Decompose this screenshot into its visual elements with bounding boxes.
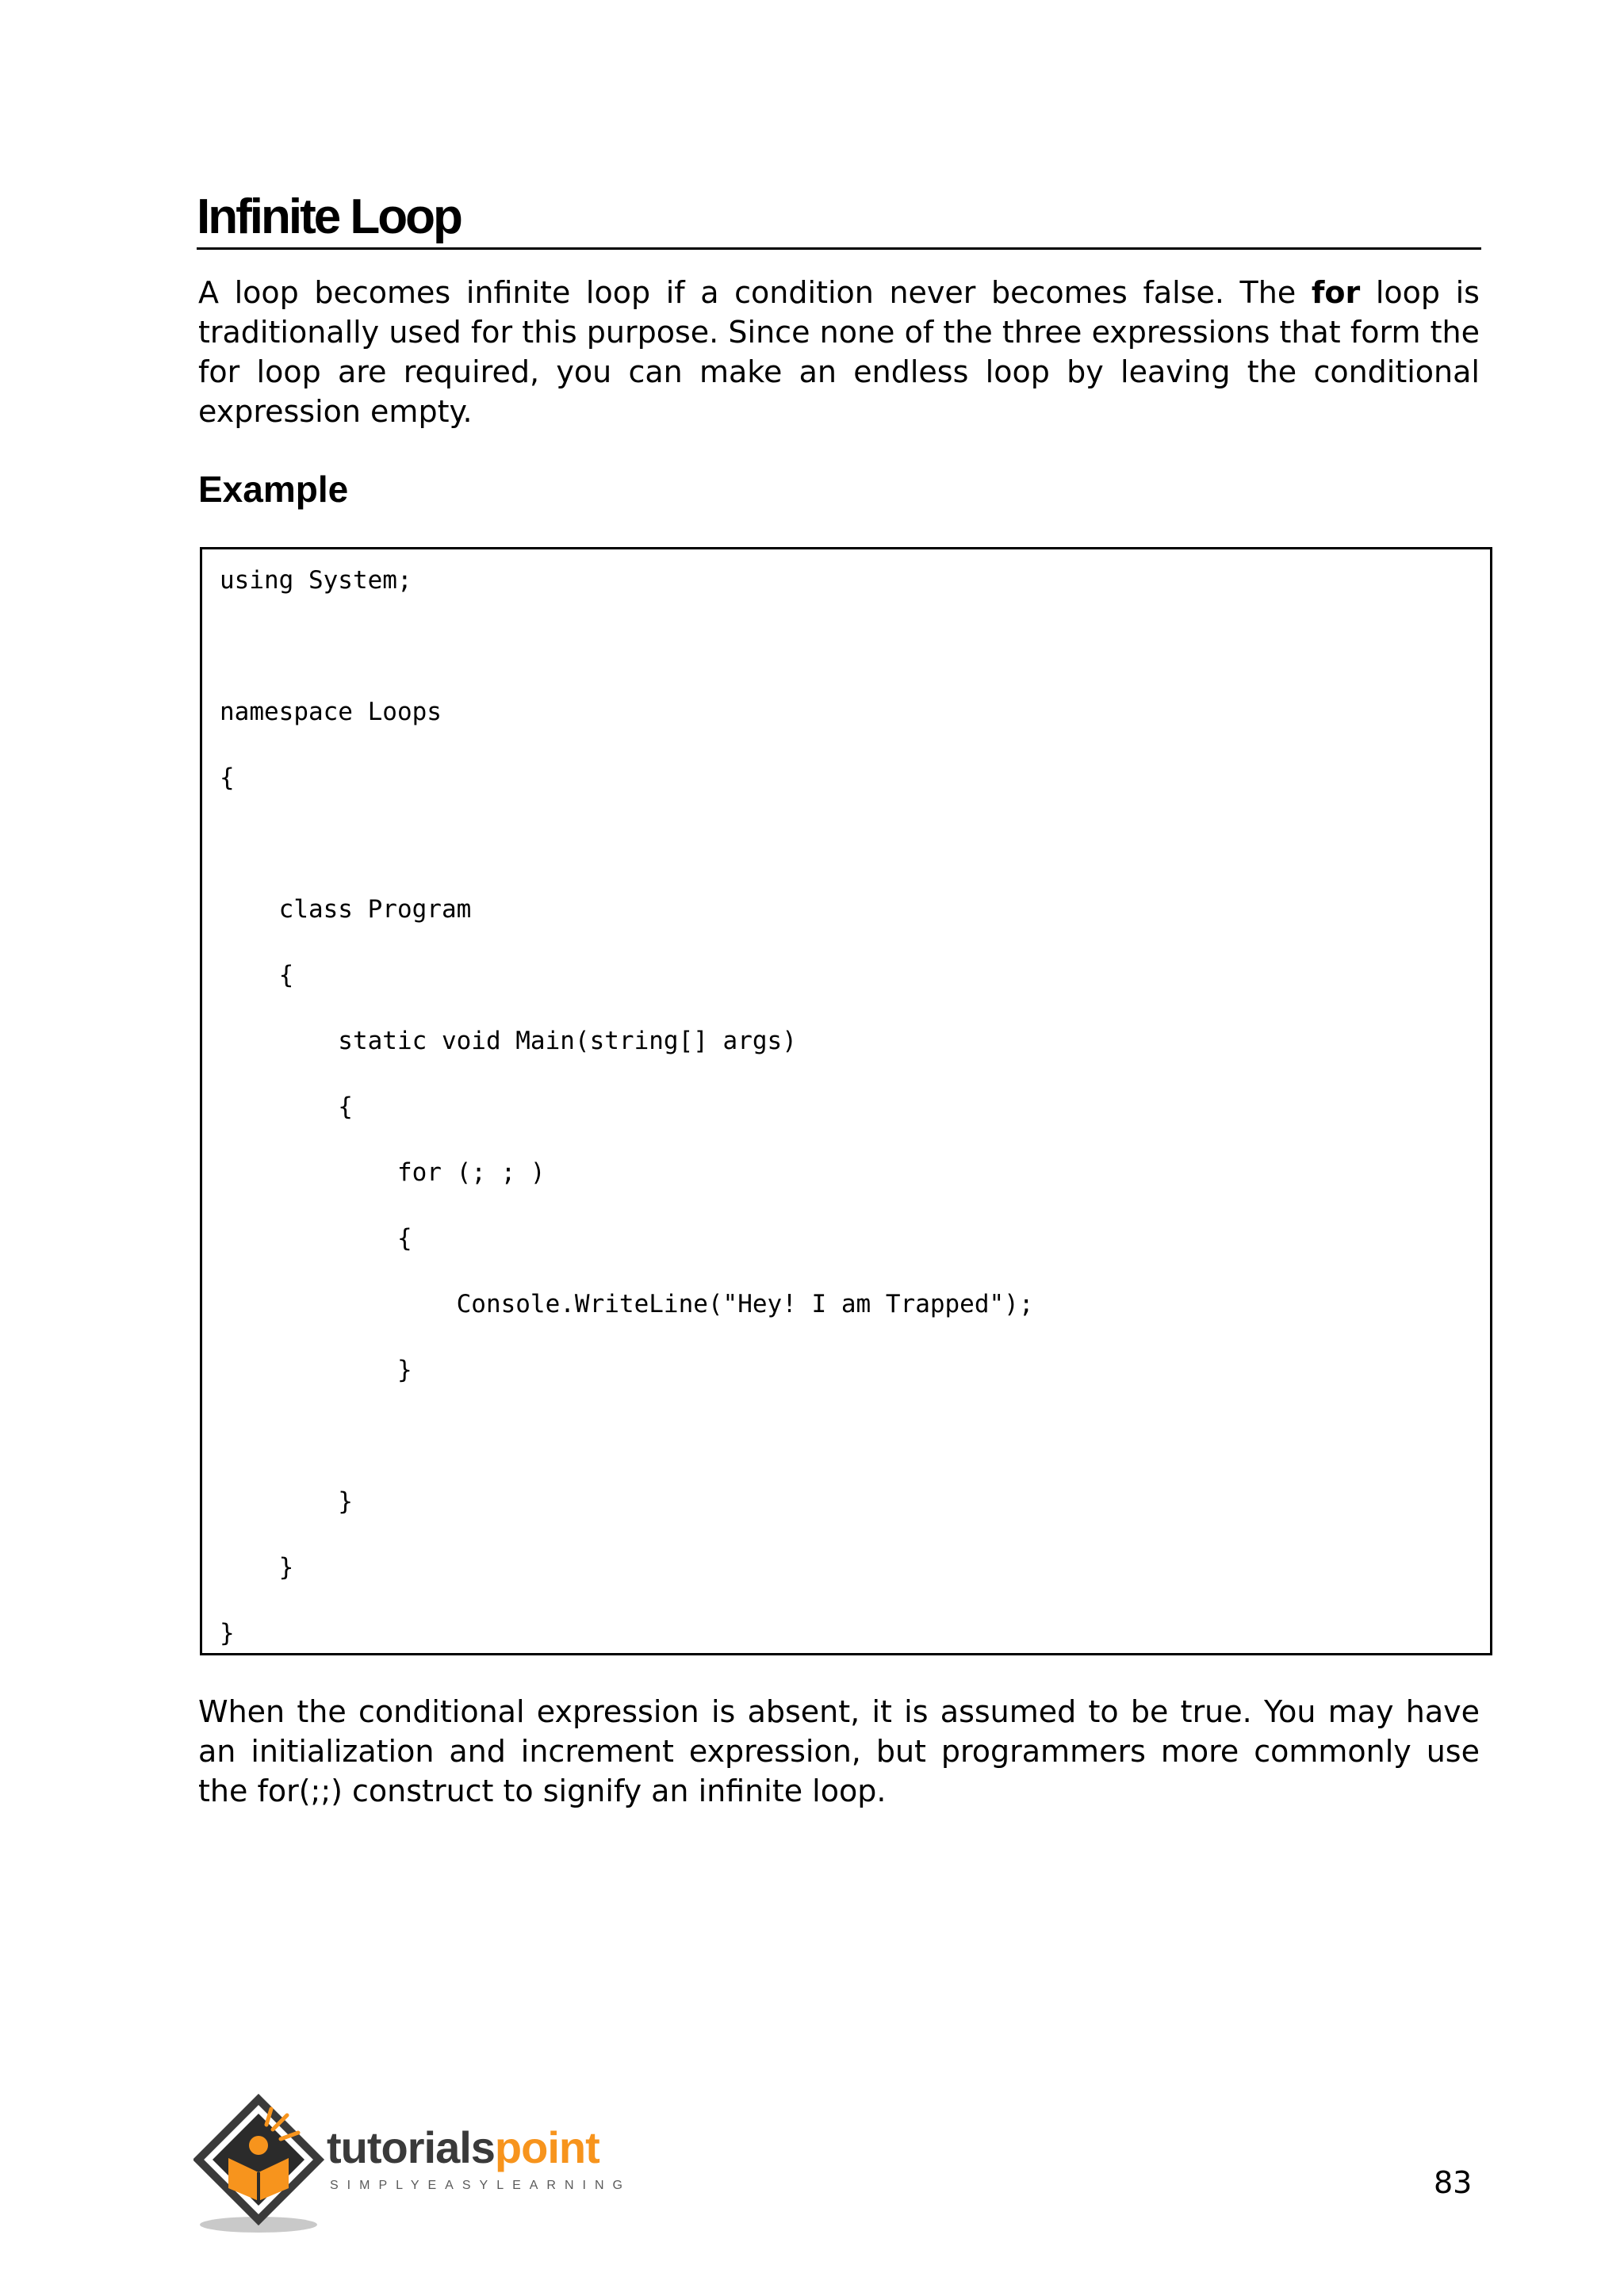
intro-paragraph (198, 273, 1480, 431)
code-line: } (220, 1356, 412, 1384)
code-line (220, 827, 1490, 893)
logo-tagline: SIMPLYEASYLEARNING (330, 2179, 631, 2192)
intro-bold-keyword: for (1311, 275, 1361, 310)
code-line: static void Main(string[] args) (220, 1027, 797, 1055)
logo-wordmark (327, 2122, 599, 2173)
code-line: using System; (220, 566, 412, 595)
section-title: Infinite Loop (197, 190, 1481, 250)
code-line (220, 1419, 1490, 1485)
code-line (220, 629, 1490, 695)
code-line: namespace Loops (220, 698, 442, 726)
intro-text-start: A loop becomes infinite loop if a condition never becomes false. The (198, 275, 1312, 310)
code-line: { (220, 763, 235, 792)
code-line: } (220, 1619, 235, 1647)
code-line: for (; ; ) (220, 1158, 546, 1187)
code-line: { (220, 1093, 353, 1121)
example-heading: Example (198, 469, 349, 510)
logo-word-point: point (494, 2122, 599, 2172)
closing-paragraph: When the conditional expression is absent, it is assumed to be true. You may have an initialization and increment expression, but programmers more commonly use the for(;;) construct to signify an infinite loop. (198, 1694, 1480, 1808)
tutorialspoint-logo (193, 2093, 669, 2236)
code-line: Console.WriteLine("Hey! I am Trapped"); (220, 1290, 1034, 1318)
code-line: { (220, 961, 294, 989)
logo-emblem-icon (193, 2093, 328, 2236)
page-number: 83 (1434, 2165, 1473, 2200)
code-line: } (220, 1553, 294, 1582)
logo-word-tutorials: tutorials (327, 2122, 495, 2172)
code-line: class Program (220, 895, 472, 924)
intro-text-end: loop is traditionally used for this purpose. Since none of the three expressions that form the for loop are required, you can make an endless loop by leaving the conditional expression empty. (198, 275, 1480, 429)
code-line: { (220, 1224, 412, 1253)
code-block (200, 547, 1492, 1655)
code-line: } (220, 1487, 353, 1516)
